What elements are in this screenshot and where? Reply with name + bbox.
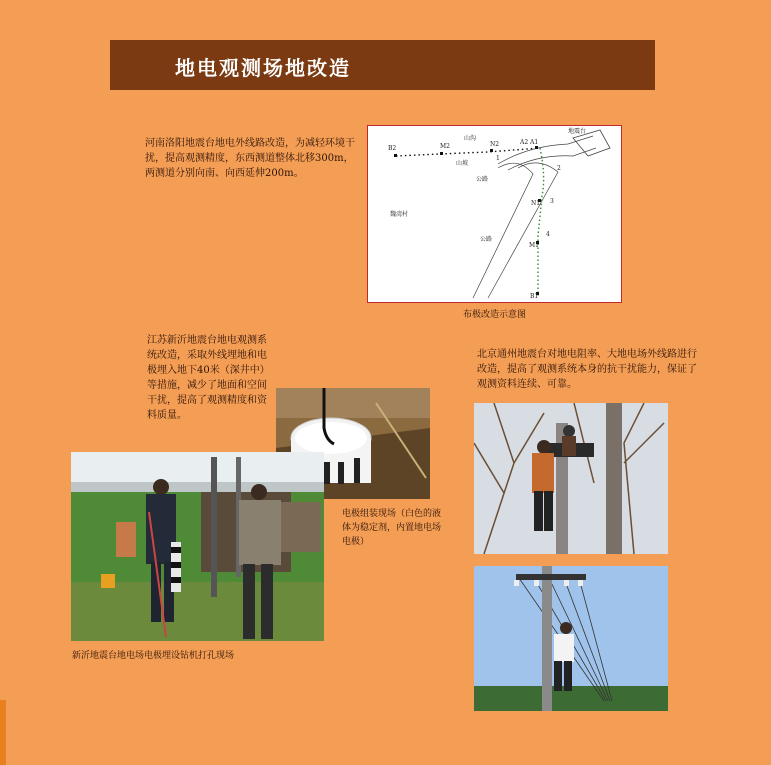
map-caption: 布极改造示意图 xyxy=(463,310,527,320)
label-pt2: 2 xyxy=(557,165,561,172)
label-n2: N2 xyxy=(490,141,500,148)
label-gonglu-2: 公路 xyxy=(480,236,493,243)
drilling-rig-photo xyxy=(71,452,324,641)
road-line-c xyxy=(498,136,593,164)
page-title: 地电观测场地改造 xyxy=(175,56,351,80)
label-shanpo: 山坡 xyxy=(456,160,469,167)
layout-map xyxy=(367,125,622,303)
marker-m2 xyxy=(440,152,443,155)
label-pt4: 4 xyxy=(546,231,550,238)
label-n1: N1 xyxy=(531,200,541,207)
road-line-d xyxy=(508,148,596,170)
marker-b2 xyxy=(394,154,397,157)
drill-caption: 新沂地震台地电场电极埋设钻机打孔现场 xyxy=(72,651,235,661)
title-banner xyxy=(110,40,655,90)
label-m2: M2 xyxy=(440,143,450,150)
layout-map-svg xyxy=(368,126,620,301)
label-gonglu-1: 公路 xyxy=(476,176,489,183)
label-b2: B2 xyxy=(388,145,397,152)
label-cezhentai: 地震台 xyxy=(568,128,587,135)
label-pt3: 3 xyxy=(550,198,554,205)
road-line-a xyxy=(473,163,533,298)
xinyi-paragraph: 江苏新沂地震台地电观测系统改造，采取外线埋地和电极埋入地下40米（深井中）等措施，减少了地面和空间干扰，提高了观测精度和资料质量。 xyxy=(147,335,270,421)
label-pt1: 1 xyxy=(496,155,500,162)
label-weiwancun: 魏湾村 xyxy=(390,211,409,218)
electrode-caption: 电极组装现场（白色的液体为稳定剂，内置地电场电极） xyxy=(342,509,442,547)
luoyang-paragraph: 河南洛阳地震台地电外线路改造，为减轻环境干扰，提高观测精度，东西测道整体北移300m，两测道分别向南、向西延伸200m。 xyxy=(145,138,355,179)
label-b1: B1 xyxy=(530,293,539,300)
ns-survey-line xyxy=(538,148,544,296)
pole-work-photo-2 xyxy=(474,566,668,711)
page-edge-strip xyxy=(0,700,6,765)
tongzhou-paragraph: 北京通州地震台对地电阻率、大地电场外线路进行改造，提高了观测系统本身的抗干扰能力，保证了观测资料连续、可靠。 xyxy=(477,349,697,390)
marker-n2 xyxy=(490,149,493,152)
label-shangou: 山沟 xyxy=(464,135,477,142)
label-a2a1: A2 A1 xyxy=(520,139,539,146)
marker-a1 xyxy=(535,146,538,149)
label-m1: M1 xyxy=(529,242,539,249)
ew-survey-line xyxy=(396,148,540,156)
pole-work-photo-1 xyxy=(474,403,668,554)
